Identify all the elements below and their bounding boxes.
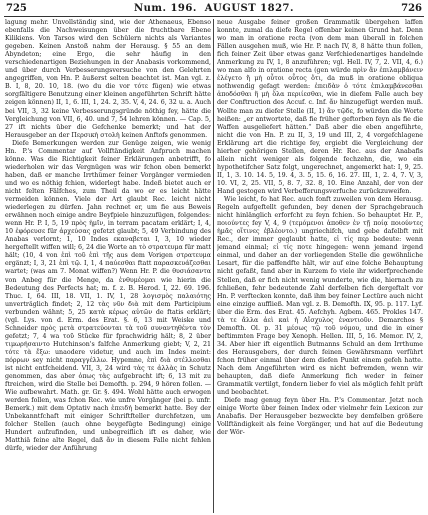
header-space: [199, 3, 203, 14]
issue-label: Num. 196.: [134, 3, 197, 14]
left-paragraph: Diefe Bemerkungen werden zur Genüge zeigen, wie wenig Hn. P.'s Commentar auf Vollftändigkeit Anfpruch machen könne. Was die Richtigkeit feiner Erklärungen anbetrifft, fo wiederholen wir das Vergnügen was wir fchon oben bemerkt haben, daß er manche Irrthümer feiner Vorgänger vermieden und wo es nöthig fchien, widerlegt habe. Indeß bietet auch er nicht felten Fälfches, zum Theil da wo er es leicht hätte vermeiden können. Viele der Art glaubt Rec. leicht nicht wiederlegen zu dürfen. Jahn rechnet er, um fie aus Beweis erwähnen noch einige andre Beyfpiele hinzuzufügen, folgendes: wenn Hr. P. I, 5, 19 πρὸς ἡμῖν, in terram pacatam erklärt; I, 4, 10 ἐφόρευσε für ἀρχεύσας gefetzt glaubt; 5, 49 Verbindung des Anabas verlornt; 1, 10 Indes εκαναβεται I, 3, 10 wieder hergeftellt wiffen will; 6, 24 die Worte an τὸ στρατευμα für matt hält; (10, 4 von ἐπὶ τοῦ ἐπὶ τῆς aus dem Vorigen στρατευμα ergänzt; I, 3, 21 ἐπὶ τῷ. I, 1, 4 παύεσθαι ftatt παρασκευάζεσθαι wartet; (was am 7. Monat wiffen?) Wenn Hr. P. die θυσιάσαντα von Anbeg für die Menge, da ἐνθυμέομαι wie hierin die Bedeutung des Perfects hat; m. f. z. B. Herod. I, 22. 69. 196. Thuc. I, 64. III, 18. VII, 1. IV, 1, 28 λογισμὸς παλαιότης unverträglich findet; 2, 12 τὰς νῦν διὰ mit dem Participium verbunden wähnt; 5, 25 κατὰ κέρως αὐτῶν de ftatis erklärt; (vgl. Lys. von d. Erm. des Erat. §. 6, 13 mit Weiske und Schneider πρὸς μετὰ στρατεύονται τὰ τοῦ συναντηθέντα τὸν gefetzt; 7, 4 wa τοῦ Stücke für fprachwidrig hält; 8, 2 über τιμωρήσαιντο Hutchinson's falfche Anmerkung giebt; V, 2, 21 τότε τὰ ἔξω: unaodere videtur, und auch im Indes meint: πόρρων sey nicht παραγγέλλω. Hypemne, ἐπὶ διὰ στέλλεσθαι ist nicht entfcheidend. VII, 3, 24 wird τὰς τε ἀλλὰς in Schutz genommen, das aber ὁπως τὰς aufgebracht ift; 6, 13 mit zu ftreichen, wird die Stelle bei Demofth. p. 294, 9 hören follen. — Wie aufbewahrt. Math. gr. Gr. §. 494. Wohl hätte auch erwogen werden follen, was fchon Rec. wie unfre Vorgänger (bei p. unfr. Bemerk.) mit dem Optativ nach ἐπειδή bemerkt hatte. Bey der Unbekanntfchaft mit einiger Schriftfteller durchfetzen, um folcher Stellen (auch ohne beygefügte Bedingung) einige Hundert aufzufinden, und unbegreiflich ift es daher, wie Matthiä feine alte Regel, daß ἄν in diesem Falle nicht fehlen dürfe, wieder der Anführung: [5, 139, 211, 453]
left-paragraph: lagung mehr. Unvollständig sind, wie der Athenaeus, Ebenso ebenfalls die Nachweisungen über die fruchtbare Ebene Kilikiens. Von Tarsos wird den Schülern nichts als Variantes gegeben. Keinen Anstoß nahm der Herausg. § 55 an dem Abyndeton; eine Ergo, die sehr häufig in den verschiedenartigen Beziehungen in der Anabasis vorkommend, und über durch Verbesserungsversuche von den Gelehrten angegriffen, von Hn. P. äußerst selten beachtet ist. Man vgl. z. B. I, 8, 20. 10, 18. (wo du die vor τότε fügen) wie etwas sorgfältigere Benutzung einer kleinen angeführten Schrift hätte zeigen können) II, 1, 6. III, 1, 24. 2, 35. V, 4, 24. 6, 32 u. a. Auch bei VII, 3, 32 keine Verbesserungsgründe nöthig fey, hätte die Vergleichung von VII, 6, 40. und 7, 54 lehren können. — Cap. 5, 27 ift nichts über die Gefchenke bemerkt; und hat der Herausgeber an der Περσικὴ στολὴ keinen Anftofs genommen.: [5, 19, 211, 139]
right-column: [217, 19, 423, 513]
page-header: [4, 2, 424, 17]
right-paragraph: Diefe mag genug feyn über Hn. P.'s Commentar. Jetzt noch einige Worte über feinen Index oder vielmehr fein Lexicon zur Anabafis. Der Herausgeber bezweckte bey demfelben größere Vollftändigkeit als feine Vorgänger, und hat auf die Bedeutung der Wör-: [217, 397, 423, 437]
text-columns: [4, 19, 424, 513]
column-rule: [213, 19, 214, 513]
newspaper-page: [4, 2, 424, 513]
page-number-right: 726: [401, 3, 422, 14]
page-number-left: 725: [6, 3, 27, 14]
right-paragraph: neue Ausgabe feiner großen Grammatik übergehen laffen konnte, zumal da diefe Regel offenbar keinen Grund hat. Denn wo man in oratione recta (von dem man überall in folchen Fällen ausgehen muß, wie Hr. P. nach IV, 8, 8 hätte thun follen, fich feiner Zeit über etwas ganz Verfchiedenartiges handelnde Anmerkung zu IV, 1, 8 anzuführen; vgl. Hell. IV, 7, 2. VII, 4, 6.) wo man alfo in oratione recta (gen würde πρὶν ἂν ἐπιλαμβάνειν ἐλέγετο ἢ μὴ οὗτοι οὗτος ὅτι, da muß in oratione obliqua nothwendig gefagt werden: ἐπειδὰν ὁ τότε ἐπιλαμβάνεσθαι ἀποδόσθαι ἢ μὴ ὅλα περιίεσθαι, wie in diefem Falle auch bey der Conftruction des Accuf. c. Inf. ἄν hinzugefügt werden muß. Wollte man zu diefer Stelle (II, 1) ἂν τῷδε, fo würden die Worte heißen: „er antwortete, daß fie früher geftorben feyn als fie die Waffen ausgeliefert hätten.“ Daß aber die eben angeführte, nicht die von Hn. P. zu II, 3, 19 und III, 2, 4 vorgefchlagene Erklärung art die richtige fey, ergiebt die Vergleichung der hierher gehörigen Stellen, deren Hr. Rec. aus der Anabafis allein nicht weniger als folgende fechzehn, die, wo ein hypothetifcher Satz folgt, ungerechnet, angemerkt hat: I, 9, 25. II, 1, 3. 10. 14. 5, 19. 4, 3. 5, 15. 6, 16. 27. III, 1, 2. 4, 7. V, 3, 10. VI, 2, 25. VII, 5, 8. 7, 32. 8, 10. Eine Anzahl, der von der Hand gestogen wird Verbefferungsverfuche zurückzuweifen.: [217, 19, 423, 195]
left-column: [5, 19, 211, 513]
issue-line: [134, 3, 294, 14]
right-paragraph: Wie leicht, fo hat Rec. auch fonft zuweilen von dem Herausg. Regeln aufgeftellt gefunden, bey denen der Sprachgebrauch nicht hinlänglich erforfcht zu feyn fchien. So behauptet Hr. P., ποιούντες fey V, 4, 9 (τεμόμενοι ἀποθεν ἐν τῇ ποίᾳ ποιούντες ἡμᾶς οἵτινες ἐβλέοντο.) ungriechifch, und gebe dafelbft mit Rec., der immer geglaubt hatte, εἰ τίς περ bedeute: wenn jemand einmal; εἰ τίς ποτε hingegen: wenn jemand irgend einmal, und daher an der vorliegenden Stelle die gewöhnliche Lesart, für die paffendfte hält, wir auf eine folche Behauptung nicht gefaßt, fand aber in Kurzem fo viele ihr widerfprechende Stellen, daß er fich nicht wenig wunderte, wie die, hiernach zu fchließen, fehr bedeutende Zahl derfelben fich dergeftalt vor Hn. P. verftecken konnte, daß ihm bey feiner Lectüre auch nicht eine einzige auffließ. Man vgl. z. B. Demofth. IX, 95. p. 117. Lyf. über die Erm. des Erat. 45. Aefchyh. Agbem. 465. Prokles 147. τὰ τε ἄλλα ἀεὶ καὶ ἡ Αἴσχυλος ἐναντιοῦν. Demarchos § Demofth. Ol. p. 31 μέσως τῷ τοῦ νόμου, und die in einer beftimmten Frage bey Xenoph. Hellen. III, 5, 16. Memor. IV, 2, 34. Aber hier ift eigentlich Butmanns Schuld an dem Irrthume des Herausgebers, der durch feinen Gewährsmann verführt fchon früher einmal über dem diefen Punkt einem gefeh hatte. Nach dem Angeführten wird es nicht befremden, wenn wir behaupten, daß diefe Anmerkung fich weder in feiner Grammatik vertilgt, fondern lieber fo viel als möglich fehlt prüft und beobachtet.: [217, 196, 423, 397]
issue-date: AUGUST 1827.: [204, 3, 294, 14]
